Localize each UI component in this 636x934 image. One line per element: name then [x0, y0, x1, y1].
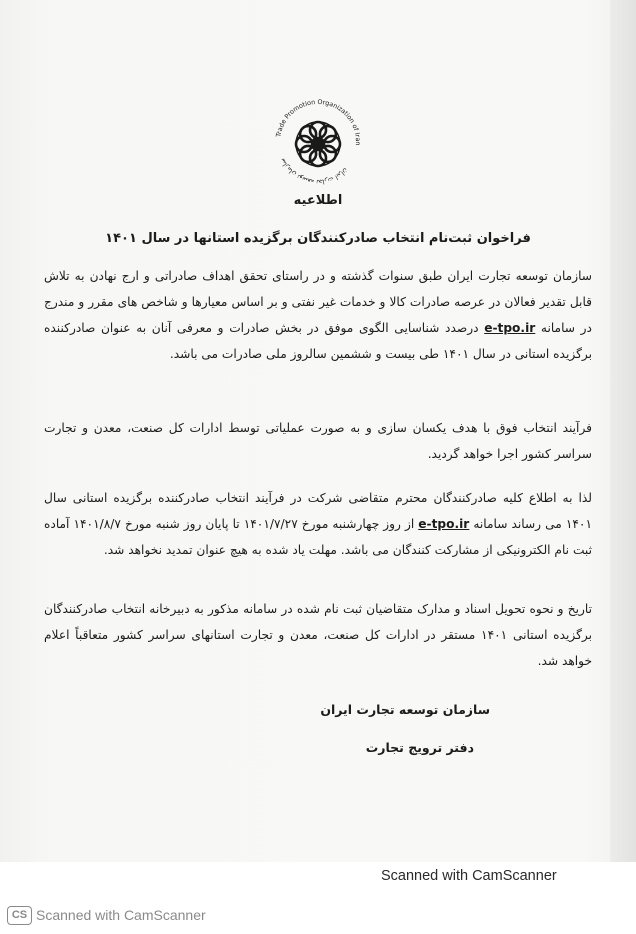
website-link: e-tpo.ir: [484, 321, 536, 335]
paragraph-3-text-end: از روز چهارشنبه مورخ ۱۴۰۱/۷/۲۷ تا پایان روز شنبه مورخ ۱۴۰۱/۸/۷ آماده ثبت نام الکترونیکی از مشارکت کنندگان می باشد. مهلت یاد شده به هیچ عنوان تمدید نخواهد شد.: [44, 517, 592, 557]
paragraph-1-text-end: درصدد شناسایی الگوی موفق در بخش صادرات و معرفی آنان به عنوان صادرکننده برگزیده استانی در سال ۱۴۰۱ طی بیست و ششمین سالروز ملی صادرات می باشد.: [44, 321, 592, 361]
paragraph-1: [44, 263, 592, 367]
paragraph-2: فرآیند انتخاب فوق با هدف یکسان سازی و به صورت عملیاتی توسط ادارات کل صنعت، معدن و تجارت سراسر کشور اجرا خواهد گردید.: [44, 421, 592, 461]
camscanner-footer-text: Scanned with CamScanner: [36, 907, 206, 923]
website-link: e-tpo.ir: [418, 517, 470, 531]
signature-organization: سازمان توسعه تجارت ایران: [320, 702, 490, 717]
camscanner-footer: [0, 894, 636, 934]
paragraph-3-text-start: لذا به اطلاع کلیه صادرکنندگان محترم متقاضی شرکت در فرآیند انتخاب صادرکننده برگزیده استانی سال ۱۴۰۱ می رساند سامانه: [44, 491, 592, 531]
camscanner-logo-icon: CS: [7, 906, 32, 925]
paper-shadow-edge: [610, 0, 636, 862]
paragraph-4: تاریخ و نحوه تحویل اسناد و مدارک متقاضیان ثبت نام شده در سامانه مذکور به دبیرخانه انتخاب صادرکنندگان برگزیده استانی ۱۴۰۱ مستقر در ادارات کل صنعت، معدن و تجارت استانهای سراسر کشور متعاقباً اعلام خواهد شد.: [44, 602, 592, 668]
scan-watermark-on-page: Scanned with CamScanner: [381, 868, 557, 884]
logo-ring-text-en: Trade Promotion Organization of Iran: [274, 97, 363, 146]
svg-text:سازمان توسعه تجارت ایران: [278, 157, 350, 186]
paragraph-1-text-start: سازمان توسعه تجارت ایران طبق سنوات گذشته و در راستای تحقق اهداف صادراتی و ارج نهادن به تلاش قابل تقدیر فعالان در عرصه صادرات کالا و خدمات غیر نفتی و بر اساس معیارها و شاخص های مقرر و مندرج در سامانه: [44, 269, 592, 335]
signature-department: دفتر ترویج تجارت: [365, 740, 474, 755]
paragraph-3: [44, 485, 592, 563]
document-title: فراخوان ثبت‌نام انتخاب صادرکنندگان برگزیده استانها در سال ۱۴۰۱: [105, 231, 531, 246]
notice-heading: اطلاعیه: [293, 193, 343, 208]
logo-ring-text-fa: سازمان توسعه تجارت ایران: [278, 156, 350, 187]
star-rosette-emblem-icon: [268, 92, 368, 192]
organization-logo: [268, 92, 368, 192]
